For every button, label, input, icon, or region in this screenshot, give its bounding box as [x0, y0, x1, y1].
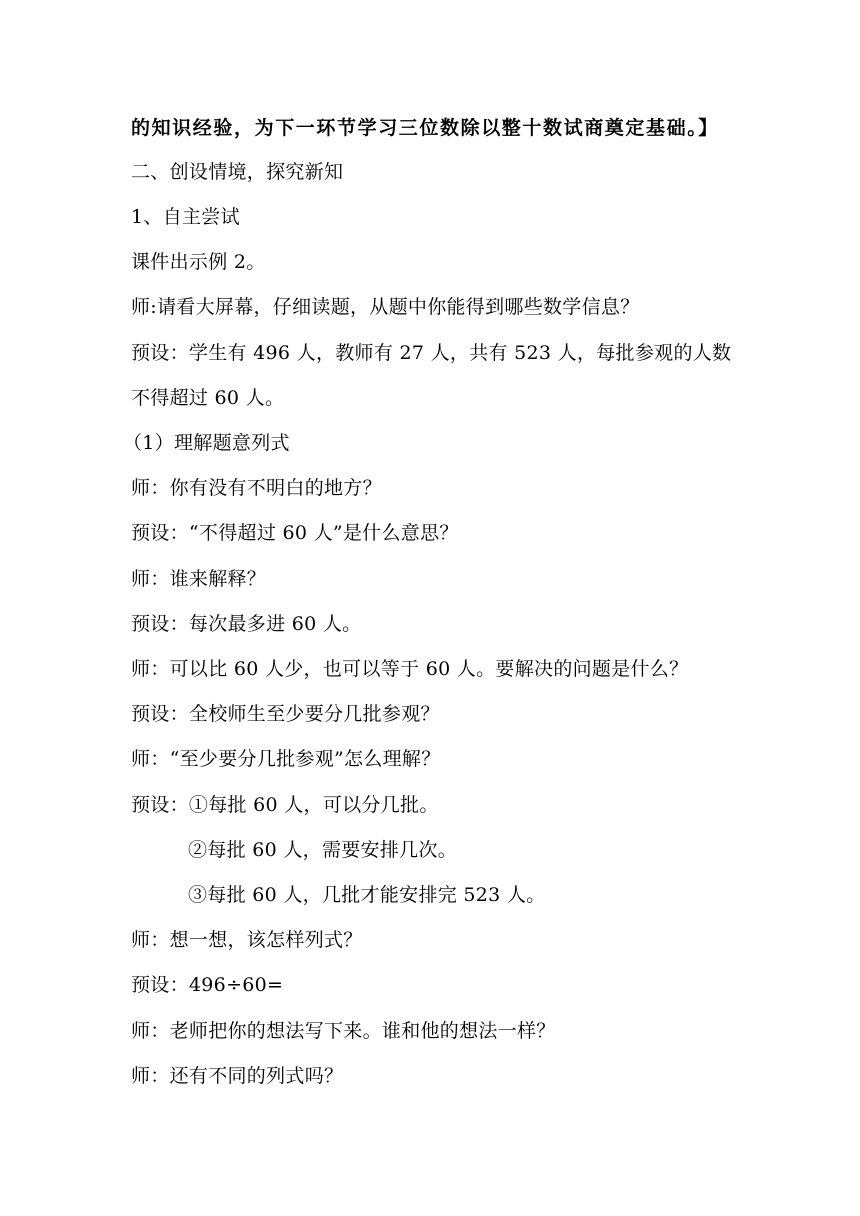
text-line: 预设：全校师生至少要分几批参观？ — [131, 703, 440, 725]
text-line: 预设：“不得超过 60 人”是什么意思？ — [131, 522, 459, 544]
text-line: 师：想一想，该怎样列式？ — [131, 929, 363, 951]
text-line: 不得超过 60 人。 — [131, 387, 285, 409]
text-line-indented: ③每批 60 人，几批才能安排完 523 人。 — [188, 884, 546, 906]
text-line: 预设：①每批 60 人，可以分几批。 — [131, 794, 439, 816]
text-line: 课件出示例 2。 — [131, 251, 266, 273]
text-line: 师：老师把你的想法写下来。谁和他的想法一样？ — [131, 1020, 556, 1042]
text-line: 预设：每次最多进 60 人。 — [131, 613, 362, 635]
section-heading: 二、创设情境，探究新知 — [131, 161, 344, 183]
text-line: 师：你有没有不明白的地方？ — [131, 477, 382, 499]
text-line: 预设：学生有 496 人，教师有 27 人，共有 523 人，每批参观的人数 — [131, 342, 732, 364]
text-line: 师:请看大屏幕，仔细读题，从题中你能得到哪些数学信息？ — [131, 296, 640, 318]
text-line: 师：可以比 60 人少，也可以等于 60 人。要解决的问题是什么？ — [131, 658, 689, 680]
subsection-heading: 1、自主尝试 — [131, 206, 240, 228]
subsection-heading: （1）理解题意列式 — [123, 432, 290, 454]
text-line-indented: ②每批 60 人，需要安排几次。 — [188, 839, 458, 861]
text-line: 预设：496÷60= — [131, 974, 284, 996]
text-line: 师：谁来解释？ — [131, 568, 267, 590]
text-line-summary: 的知识经验，为下一环节学习三位数除以整十数试商奠定基础。】 — [131, 117, 719, 139]
text-line: 师：还有不同的列式吗？ — [131, 1065, 344, 1087]
text-line: 师：“至少要分几批参观”怎么理解？ — [131, 748, 441, 770]
